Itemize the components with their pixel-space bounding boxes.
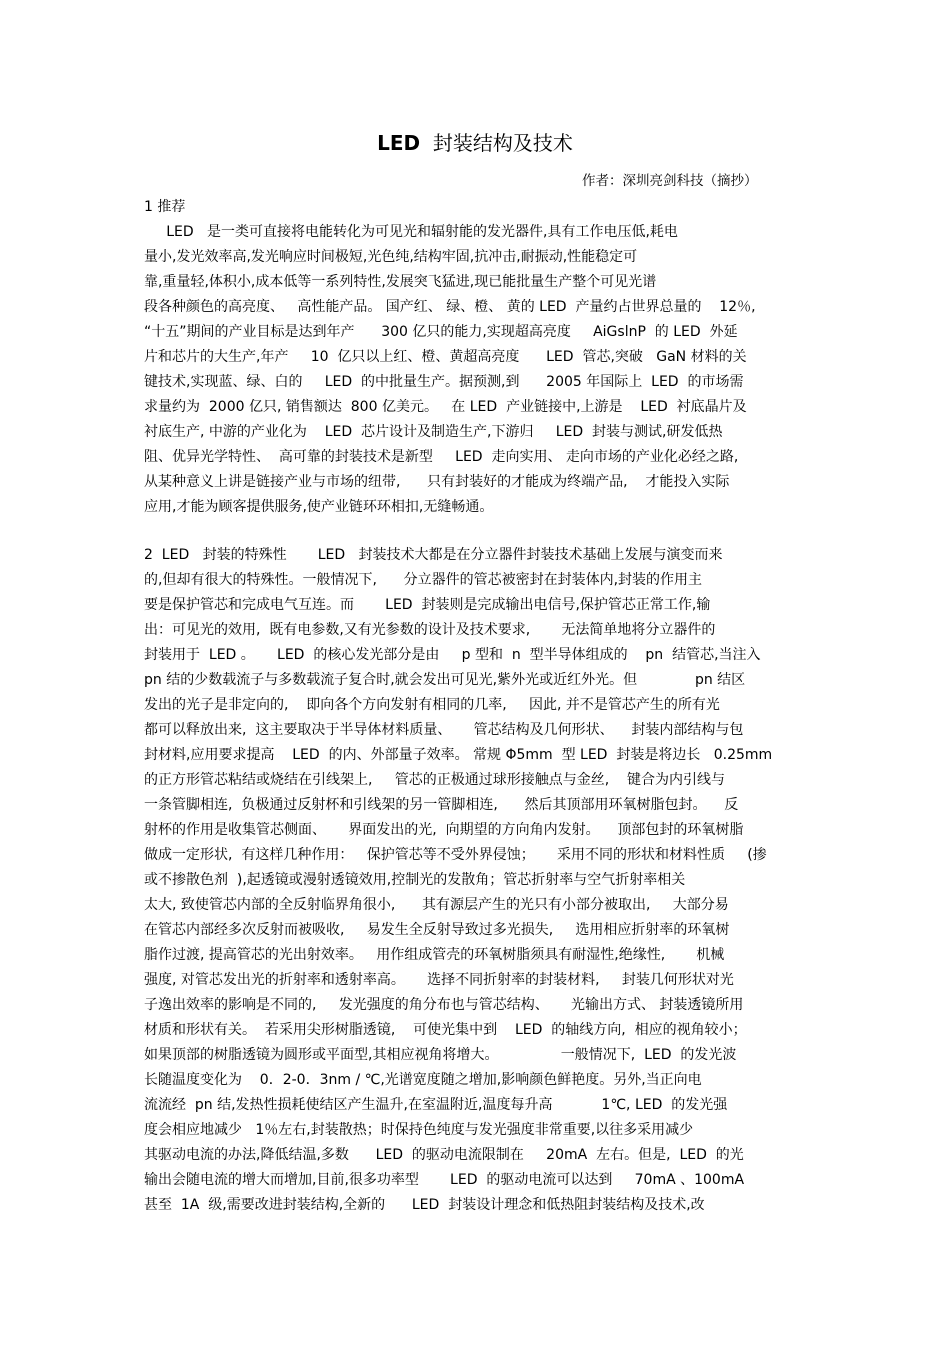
text-line: 强度, 对管芯发出光的折射率和透射率高。 选择不同折射率的封装材料, 封装几何形状对光	[144, 972, 734, 988]
text-line: 如果顶部的树脂透镜为圆形或平面型,其相应视角将增大。 一般情况下, LED 的发光波	[144, 1047, 737, 1063]
text-line: 长随温度变化为 0．2-0．3nm / ℃,光谱宽度随之增加,影响颜色鲜艳度。另外,当正向电	[144, 1072, 702, 1088]
text-line: 靠,重量轻,体积小,成本低等一系列特性,发展突飞猛进,现已能批量生产整个可见光谱	[144, 274, 657, 290]
text-line: 1 推荐	[144, 199, 186, 215]
text-line: 封材料,应用要求提高 LED 的内、外部量子效率。 常规 Φ5mm 型 LED 封装是将边长 0.25mm	[144, 747, 773, 763]
title-bold: LED	[377, 131, 421, 155]
text-line: 从某种意义上讲是链接产业与市场的纽带, 只有封装好的才能成为终端产品, 才能投入实际	[144, 474, 730, 490]
text-line: 要是保护管芯和完成电气互连。而 LED 封装则是完成输出电信号,保护管芯正常工作,输	[144, 597, 711, 613]
text-line: 子逸出效率的影响是不同的, 发光强度的角分布也与管芯结构、 光输出方式、 封装透镜所用	[144, 997, 744, 1013]
author-line: 作者：深圳亮剑科技（摘抄）	[582, 173, 758, 189]
text-line: 材质和形状有关。 若采用尖形树脂透镜, 可使光集中到 LED 的轴线方向, 相应的视角较小；	[144, 1022, 747, 1038]
text-line: 量小,发光效率高,发光响应时间极短,光色纯,结构牢固,抗冲击,耐振动,性能稳定可	[144, 249, 638, 265]
text-line: 甚至 1A 级,需要改进封装结构,全新的 LED 封装设计理念和低热阻封装结构及技术,改	[144, 1197, 705, 1213]
document-title	[0, 130, 950, 156]
text-line: 输出会随电流的增大而增加,目前,很多功率型 LED 的驱动电流可以达到 70mA 、100mA	[144, 1172, 745, 1188]
text-line: “十五”期间的产业目标是达到年产 300 亿只的能力,实现超高亮度 AiGslnP 的 LED 外延	[144, 324, 738, 340]
text-line: 或不掺散色剂 ),起透镜或漫射透镜效用,控制光的发散角；管芯折射率与空气折射率相关	[144, 872, 686, 888]
text-line: 封装用于 LED 。 LED 的核心发光部分是由 p 型和 n 型半导体组成的 pn 结管芯,当注入	[144, 647, 761, 663]
title-text: 封装结构及技术	[432, 131, 573, 155]
text-line: 阻、优异光学特性、 高可靠的封装技术是新型 LED 走向实用、 走向市场的产业化必经之路,	[144, 449, 739, 465]
text-line: 段各种颜色的高亮度、 高性能产品。 国产红、 绿、橙、 黄的 LED 产量约占世界总量的 12％,	[144, 299, 756, 315]
text-line: 求量约为 2000 亿只, 销售额达 800 亿美元。 在 LED 产业链接中,上游是 LED 衬底晶片及	[144, 399, 747, 415]
text-line: 发出的光子是非定向的, 即向各个方向发射有相同的几率, 因此, 并不是管芯产生的所有光	[144, 697, 720, 713]
text-line: 流流经 pn 结,发热性损耗使结区产生温升,在室温附近,温度每升高 1℃, LED 的发光强	[144, 1097, 728, 1113]
text-line: 一条管脚相连, 负极通过反射杯和引线架的另一管脚相连, 然后其顶部用环氧树脂包封。 反	[144, 797, 739, 813]
text-line: 都可以释放出来, 这主要取决于半导体材料质量、 管芯结构及几何形状、 封装内部结构与包	[144, 722, 744, 738]
text-line: 片和芯片的大生产,年产 10 亿只以上红、橙、黄超高亮度 LED 管芯,突破 GaN 材料的关	[144, 349, 747, 365]
text-line: 的正方形管芯粘结或烧结在引线架上, 管芯的正极通过球形接触点与金丝, 键合为内引线与	[144, 772, 725, 788]
text-line: 出：可见光的效用, 既有电参数,又有光参数的设计及技术要求, 无法简单地将分立器件的	[144, 622, 716, 638]
text-line: 其驱动电流的办法,降低结温,多数 LED 的驱动电流限制在 20mA 左右。但是, LED 的光	[144, 1147, 744, 1163]
text-line: pn 结的少数载流子与多数载流子复合时,就会发出可见光,紫外光或近红外光。但 pn 结区	[144, 672, 746, 688]
text-line: 射杯的作用是收集管芯侧面、 界面发出的光, 向期望的方向角内发射。 顶部包封的环氧树脂	[144, 822, 744, 838]
text-line: 做成一定形状, 有这样几种作用： 保护管芯等不受外界侵蚀； 采用不同的形状和材料性质 (掺	[144, 847, 767, 863]
text-line: 脂作过渡, 提高管芯的光出射效率。 用作组成管壳的环氧树脂须具有耐湿性,绝缘性, 机械	[144, 947, 725, 963]
text-line: LED 是一类可直接将电能转化为可见光和辐射能的发光器件,具有工作电压低,耗电	[144, 224, 678, 240]
text-line: 度会相应地减少 1％左右,封装散热；时保持色纯度与发光强度非常重要,以往多采用减少	[144, 1122, 694, 1138]
text-line: 在管芯内部经多次反射而被吸收, 易发生全反射导致过多光损失, 选用相应折射率的环氧树	[144, 922, 730, 938]
text-line: 2 LED 封装的特殊性 LED 封装技术大都是在分立器件封装技术基础上发展与演变而来	[144, 547, 723, 563]
text-line: 太大, 致使管芯内部的全反射临界角很小, 其有源层产生的光只有小部分被取出, 大部分易	[144, 897, 729, 913]
text-line: 键技术,实现蓝、绿、白的 LED 的中批量生产。据预测,到 2005 年国际上 LED 的市场需	[144, 374, 744, 390]
text-line: 衬底生产, 中游的产业化为 LED 芯片设计及制造生产,下游归 LED 封装与测试,研发低热	[144, 424, 723, 440]
text-line: 应用,才能为顾客提供服务,使产业链环环相扣,无缝畅通。	[144, 499, 494, 515]
text-line: 的,但却有很大的特殊性。一般情况下, 分立器件的管芯被密封在封装体内,封装的作用主	[144, 572, 703, 588]
